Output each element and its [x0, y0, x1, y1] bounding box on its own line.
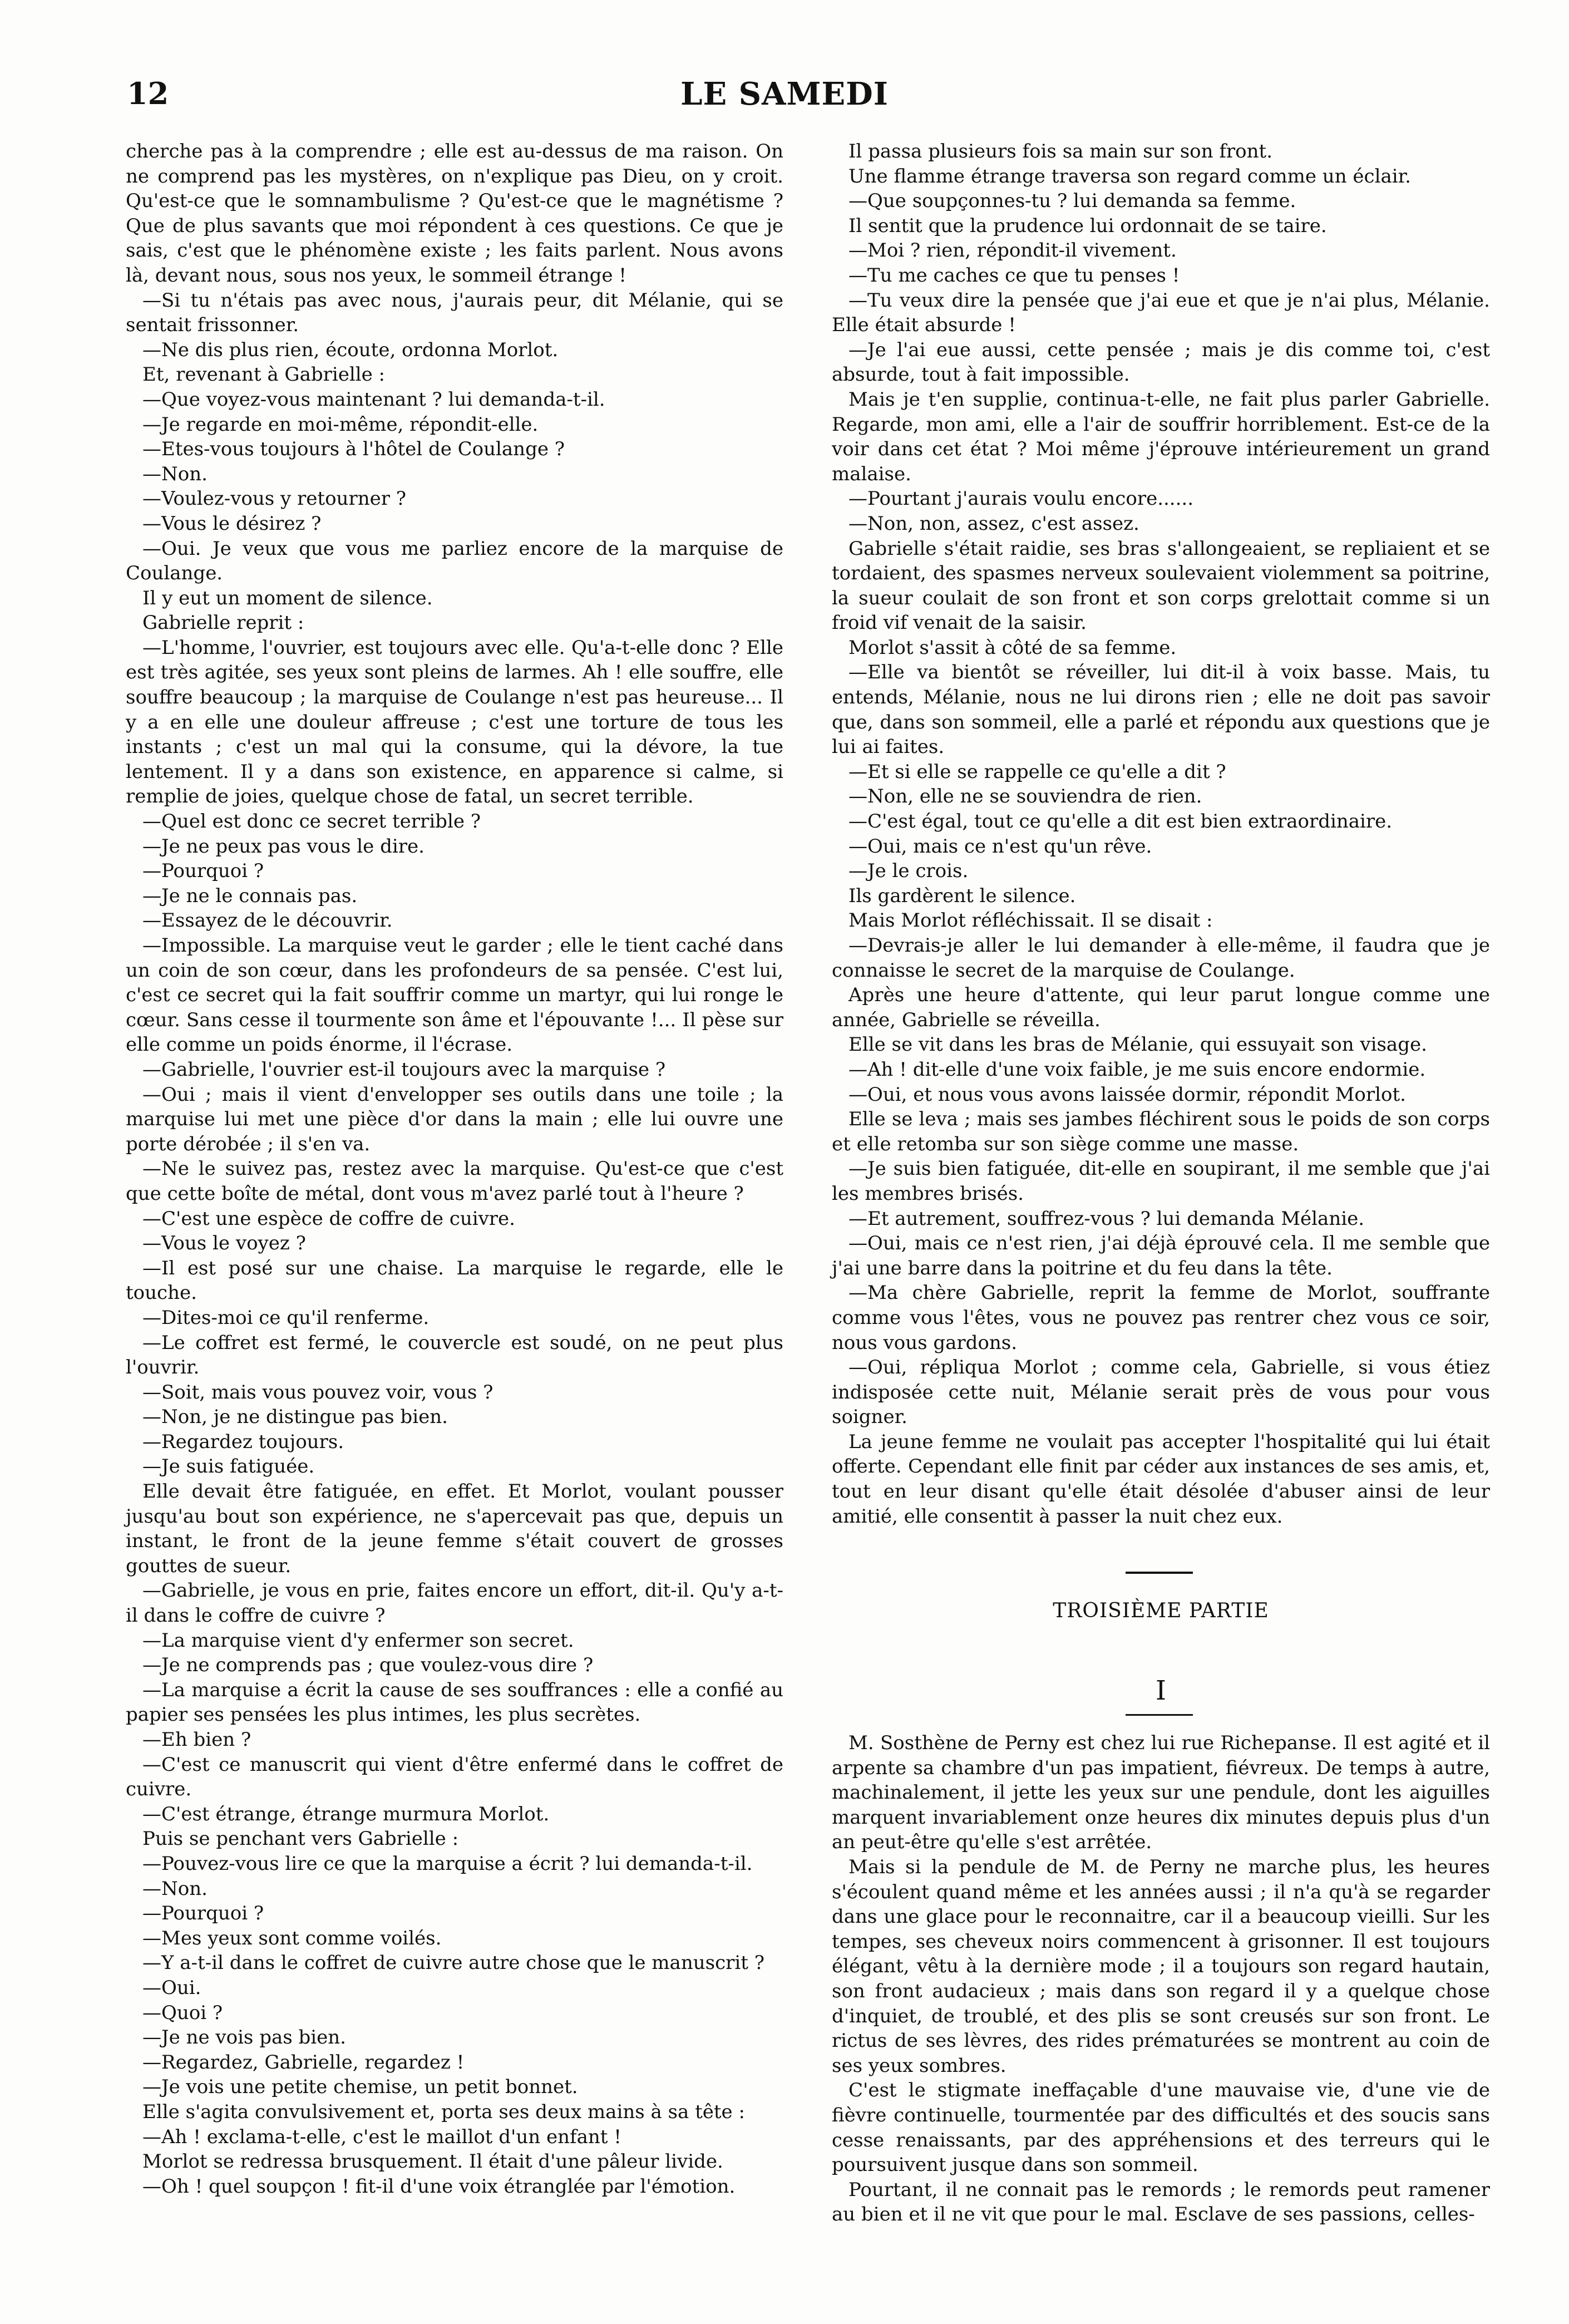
paragraph: —Non, je ne distingue pas bien.	[142, 1406, 448, 1429]
paragraph: —Oui.	[142, 1976, 201, 1999]
paragraph: —C'est égal, tout ce qu'elle a dit est bien extraordinaire.	[848, 810, 1393, 833]
paragraph: —Pourquoi ?	[142, 1902, 264, 1925]
paragraph: Puis se penchant vers Gabrielle :	[142, 1828, 459, 1850]
paragraph: Après une heure d'attente, qui leur parut longue comme une année, Gabrielle se réveilla.	[832, 984, 1490, 1031]
paragraph: Elle se vit dans les bras de Mélanie, qui essuyait son visage.	[848, 1033, 1427, 1056]
left-column	[126, 139, 783, 2199]
paragraph: —La marquise vient d'y enfermer son secret.	[142, 1629, 574, 1652]
paragraph: —Regardez, Gabrielle, regardez !	[142, 2051, 465, 2074]
right-column-part-three	[832, 1731, 1490, 2227]
paragraph: —Gabrielle, l'ouvrier est-il toujours avec la marquise ?	[142, 1058, 666, 1081]
paragraph: —Dites-moi ce qu'il renferme.	[142, 1306, 430, 1329]
paragraph: Ils gardèrent le silence.	[848, 884, 1076, 907]
paragraph: —Non.	[142, 1877, 208, 1900]
running-title: LE SAMEDI	[680, 76, 889, 112]
right-column	[832, 139, 1490, 1529]
paragraph: Morlot se redressa brusquement. Il était d'une pâleur livide.	[142, 2150, 723, 2173]
paragraph: —Tu me caches ce que tu penses !	[848, 264, 1180, 287]
paragraph: M. Sosthène de Perny est chez lui rue Richepanse. Il est agité et il arpente sa chambre d'un pas impatient, fiévreux. De temps à autre, machinalement, il jette les yeux sur une pendule, dont les aiguilles marquent invariablement onze heures dix minutes depuis plus d'un an peut-être qu'elle s'est arrêtée.	[832, 1732, 1490, 1854]
paragraph: —Oui ; mais il vient d'envelopper ses outils dans une toile ; la marquise lui met une pièce d'or dans la main ; elle lui ouvre une porte dérobée ; il s'en va.	[126, 1083, 783, 1155]
paragraph: —Voulez-vous y retourner ?	[142, 488, 407, 510]
paragraph: —Etes-vous toujours à l'hôtel de Coulange ?	[142, 438, 565, 461]
paragraph: Morlot s'assit à côté de sa femme.	[848, 636, 1177, 659]
paragraph: —Pouvez-vous lire ce que la marquise a écrit ? lui demanda-t-il.	[142, 1852, 753, 1875]
paragraph: —Soit, mais vous pouvez voir, vous ?	[142, 1381, 494, 1404]
paragraph: —Oui, et nous vous avons laissée dormir, répondit Morlot.	[848, 1083, 1406, 1106]
paragraph: —La marquise a écrit la cause de ses souffrances : elle a confié au papier ses pensées les plus intimes, les plus secrètes.	[126, 1678, 783, 1726]
paragraph: —Je suis bien fatiguée, dit-elle en soupirant, il me semble que j'ai les membres brisés.	[832, 1158, 1490, 1205]
chapter-separator-rule	[1126, 1714, 1193, 1716]
paragraph: Mais je t'en supplie, continua-t-elle, ne fait plus parler Gabrielle. Regarde, mon ami, elle a l'air de souffrir horriblement. Est-ce de la voir dans cet état ? Moi même j'éprouve intérieurement un grand malaise.	[832, 388, 1490, 485]
paragraph: —Si tu n'étais pas avec nous, j'aurais peur, dit Mélanie, qui se sentait frissonner.	[126, 289, 783, 337]
paragraph: —Je ne comprends pas ; que voulez-vous dire ?	[142, 1654, 594, 1677]
paragraph: —Il est posé sur une chaise. La marquise le regarde, elle le touche.	[126, 1257, 783, 1304]
paragraph: Elle se leva ; mais ses jambes fléchirent sous le poids de son corps et elle retomba sur son siège comme une masse.	[832, 1108, 1490, 1155]
paragraph: cherche pas à la comprendre ; elle est au-dessus de ma raison. On ne comprend pas les mystères, on n'explique pas Dieu, on y croit. Qu'est-ce que le somnambulisme ? Qu'est-ce que le magnétisme ? Que de plus savants que moi répondent à ces questions. Ce que je sais, c'est que le phénomène existe ; les faits parlent. Nous avons là, devant nous, sous nos yeux, le sommeil étrange !	[126, 140, 783, 287]
paragraph: —Gabrielle, je vous en prie, faites encore un effort, dit-il. Qu'y a-t-il dans le coffre de cuivre ?	[126, 1579, 783, 1627]
paragraph: Gabrielle s'était raidie, ses bras s'allongeaient, se repliaient et se tordaient, des spasmes nerveux soulevaient violemment sa poitrine, la sueur coulait de son front et son corps grelottait comme si un froid vif venait de la saisir.	[832, 537, 1490, 634]
paragraph: Mais Morlot réfléchissait. Il se disait :	[848, 909, 1213, 932]
paragraph: —Je le crois.	[848, 860, 969, 883]
paragraph: —Y a-t-il dans le coffret de cuivre autre chose que le manuscrit ?	[142, 1952, 764, 1975]
paragraph: Elle devait être fatiguée, en effet. Et Morlot, voulant pousser jusqu'au bout son expérience, ne s'apercevait pas que, depuis un instant, le front de la jeune femme s'était couvert de grosses gouttes de sueur.	[126, 1480, 783, 1577]
paragraph: —Je l'ai eue aussi, cette pensée ; mais je dis comme toi, c'est absurde, tout à fait impossible.	[832, 338, 1490, 386]
paragraph: —Pourquoi ?	[142, 860, 264, 883]
page-number: 12	[127, 76, 169, 111]
paragraph: Une flamme étrange traversa son regard comme un éclair.	[848, 165, 1411, 188]
paragraph: Il sentit que la prudence lui ordonnait de se taire.	[848, 214, 1327, 237]
paragraph: —Ah ! exclama-t-elle, c'est le maillot d'un enfant !	[142, 2125, 621, 2148]
section-separator-rule	[1126, 1572, 1193, 1574]
paragraph: La jeune femme ne voulait pas accepter l'hospitalité qui lui était offerte. Cependant elle finit par céder aux instances de ses amis, et, tout en leur disant qu'elle était désolée d'abuser ainsi de leur amitié, elle consentit à passer la nuit chez eux.	[832, 1430, 1490, 1528]
paragraph: —Ne dis plus rien, écoute, ordonna Morlot.	[142, 338, 559, 361]
paragraph: —Mes yeux sont comme voilés.	[142, 1927, 442, 1949]
paragraph: Gabrielle reprit :	[142, 612, 304, 634]
paragraph: —L'homme, l'ouvrier, est toujours avec elle. Qu'a-t-elle donc ? Elle est très agitée, ses yeux sont pleins de larmes. Ah ! elle souffre, elle souffre beaucoup ; la marquise de Coulange n'est pas heureuse... Il y a en elle une douleur affreuse ; c'est une torture de tous les instants ; c'est un mal qui la consume, qui la dévore, la tue lentement. Il y a dans son existence, en apparence si calme, si remplie de joies, quelque chose de fatal, un secret terrible.	[126, 636, 783, 808]
paragraph: —Et si elle se rappelle ce qu'elle a dit ?	[848, 760, 1226, 783]
paragraph: Il passa plusieurs fois sa main sur son front.	[848, 140, 1273, 163]
paragraph: Il y eut un moment de silence.	[142, 587, 433, 609]
paragraph: —Oui, mais ce n'est qu'un rêve.	[848, 835, 1152, 858]
paragraph: —Je suis fatiguée.	[142, 1455, 315, 1478]
paragraph: Pourtant, il ne connait pas le remords ; le remords peut ramener au bien et il ne vit que pour le mal. Esclave de ses passions, celles-	[832, 2178, 1490, 2226]
paragraph: —Je ne vois pas bien.	[142, 2026, 346, 2049]
paragraph: —C'est étrange, étrange murmura Morlot.	[142, 1803, 550, 1825]
paragraph: —Ne le suivez pas, restez avec la marquise. Qu'est-ce que c'est que cette boîte de métal, dont vous m'avez parlé tout à l'heure ?	[126, 1158, 783, 1205]
paragraph: —Je regarde en moi-même, répondit-elle.	[142, 413, 539, 436]
paragraph: —Regardez toujours.	[142, 1430, 344, 1453]
paragraph: —Elle va bientôt se réveiller, lui dit-il à voix basse. Mais, tu entends, Mélanie, nous ne lui dirons rien ; elle ne doit pas savoir que, dans son sommeil, elle a parlé et répondu aux questions que je lui ai faites.	[832, 661, 1490, 759]
paragraph: —Pourtant j'aurais voulu encore......	[848, 488, 1194, 510]
paragraph: —Non.	[142, 462, 208, 485]
paragraph: —Que voyez-vous maintenant ? lui demanda-t-il.	[142, 388, 605, 411]
paragraph: —C'est une espèce de coffre de cuivre.	[142, 1207, 515, 1230]
paragraph: —Essayez de le découvrir.	[142, 909, 393, 932]
paragraph: —Que soupçonnes-tu ? lui demanda sa femme.	[848, 190, 1296, 213]
paragraph: —Oh ! quel soupçon ! fit-il d'une voix étranglée par l'émotion.	[142, 2175, 736, 2198]
chapter-number: I	[1156, 1675, 1166, 1706]
paragraph: —Ah ! dit-elle d'une voix faible, je me suis encore endormie.	[848, 1058, 1426, 1081]
paragraph: C'est le stigmate ineffaçable d'une mauvaise vie, d'une vie de fièvre continuelle, tourmentée par des difficultés et des soucis sans cesse renaissants, par des appréhensions et des terreurs qui le poursuivent jusque dans son sommeil.	[832, 2079, 1490, 2177]
paragraph: —Oui. Je veux que vous me parliez encore de la marquise de Coulange.	[126, 537, 783, 585]
paragraph: —Non, non, assez, c'est assez.	[848, 512, 1139, 535]
paragraph: —Le coffret est fermé, le couvercle est soudé, on ne peut plus l'ouvrir.	[126, 1331, 783, 1379]
paragraph: —Je ne peux pas vous le dire.	[142, 835, 425, 858]
paragraph: —Je ne le connais pas.	[142, 884, 358, 907]
paragraph: —Eh bien ?	[142, 1729, 251, 1751]
paragraph: —Impossible. La marquise veut le garder ; elle le tient caché dans un coin de son cœur, dans les profondeurs de sa pensée. C'est lui, c'est ce secret qui la fait souffrir comme un martyr, qui lui ronge le cœur. Sans cesse il tourmente son âme et l'épouvante !... Il pèse sur elle comme un poids énorme, il l'écrase.	[126, 934, 783, 1056]
paragraph: —Oui, répliqua Morlot ; comme cela, Gabrielle, si vous étiez indisposée cette nuit, Mélanie serait près de vous pour vous soigner.	[832, 1356, 1490, 1429]
paragraph: —Vous le désirez ?	[142, 512, 322, 535]
paragraph: —Devrais-je aller le lui demander à elle-même, il faudra que je connaisse le secret de la marquise de Coulange.	[832, 934, 1490, 982]
paragraph: —C'est ce manuscrit qui vient d'être enfermé dans le coffret de cuivre.	[126, 1753, 783, 1801]
paragraph: —Vous le voyez ?	[142, 1232, 306, 1255]
paragraph: —Moi ? rien, répondit-il vivement.	[848, 239, 1177, 262]
paragraph: —Et autrement, souffrez-vous ? lui demanda Mélanie.	[848, 1207, 1365, 1230]
paragraph: Et, revenant à Gabrielle :	[142, 363, 385, 386]
section-heading: TROISIÈME PARTIE	[1053, 1599, 1269, 1622]
paragraph: —Ma chère Gabrielle, reprit la femme de Morlot, souffrante comme vous l'êtes, vous ne pouvez pas rentrer chez vous ce soir, nous vous gardons.	[832, 1282, 1490, 1354]
paragraph: Elle s'agita convulsivement et, porta ses deux mains à sa tête :	[142, 2100, 745, 2123]
paragraph: —Tu veux dire la pensée que j'ai eue et que je n'ai plus, Mélanie. Elle était absurde !	[832, 289, 1490, 337]
paragraph: —Je vois une petite chemise, un petit bonnet.	[142, 2076, 578, 2099]
paragraph: —Oui, mais ce n'est rien, j'ai déjà éprouvé cela. Il me semble que j'ai une barre dans la poitrine et du feu dans la tête.	[832, 1232, 1490, 1279]
paragraph: Mais si la pendule de M. de Perny ne marche plus, les heures s'écoulent quand même et les années aussi ; il n'a qu'à se regarder dans une glace pour le reconnaitre, car il a beaucoup vieilli. Sur les tempes, ses cheveux noirs commencent à grisonner. Il est toujours élégant, vêtu à la dernière mode ; il a toujours son regard hautain, son front audacieux ; mais dans son regard il y a quelque chose d'inquiet, de troublé, et des plis se sont creusés sur son front. Le rictus de ses lèvres, des rides prématurées se montrent au coin de ses yeux sombres.	[832, 1855, 1490, 2077]
paragraph: —Non, elle ne se souviendra de rien.	[848, 785, 1202, 808]
paragraph: —Quoi ?	[142, 2001, 223, 2024]
paragraph: —Quel est donc ce secret terrible ?	[142, 810, 481, 833]
